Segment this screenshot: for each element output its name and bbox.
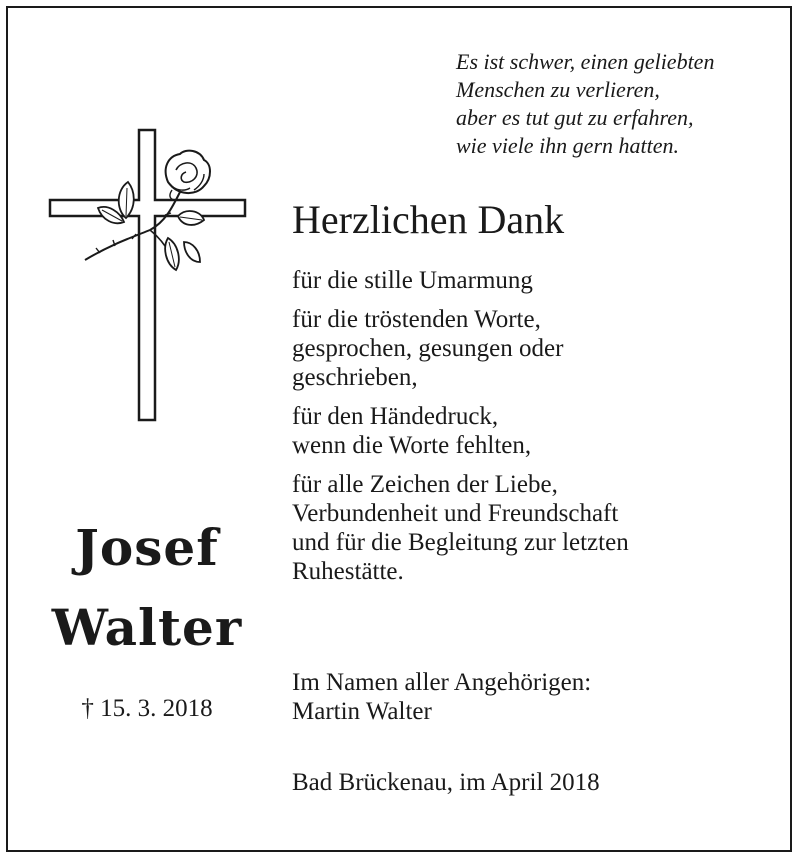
text-line: Verbundenheit und Freundschaft bbox=[292, 500, 619, 527]
signature-line: Martin Walter bbox=[292, 698, 432, 725]
heading-thanks: Herzlichen Dank bbox=[292, 197, 565, 242]
text-line: für alle Zeichen der Liebe, bbox=[292, 471, 558, 498]
paragraph bbox=[292, 470, 772, 586]
cross-with-rose-icon bbox=[40, 120, 260, 430]
text-line: für den Händedruck, bbox=[292, 403, 499, 430]
quote-line: Menschen zu verlieren, bbox=[456, 77, 660, 102]
thanks-text bbox=[292, 266, 772, 596]
paragraph bbox=[292, 305, 772, 392]
place-date: Bad Brückenau, im April 2018 bbox=[292, 769, 600, 796]
text-line: geschrieben, bbox=[292, 364, 418, 391]
quote-line: aber es tut gut zu erfahren, bbox=[456, 105, 694, 130]
quote-line: wie viele ihn gern hatten. bbox=[456, 133, 679, 158]
death-date: † 15. 3. 2018 bbox=[81, 695, 213, 722]
text-line: gesprochen, gesungen oder bbox=[292, 335, 564, 362]
paragraph bbox=[292, 266, 772, 295]
deceased-first-name: Josef bbox=[75, 518, 219, 577]
text-line: und für die Begleitung zur letzten bbox=[292, 529, 629, 556]
signature-line: Im Namen aller Angehörigen: bbox=[292, 669, 592, 696]
deceased-last-name: Walter bbox=[51, 598, 243, 657]
paragraph bbox=[292, 402, 772, 460]
quote-line: Es ist schwer, einen geliebten bbox=[456, 49, 715, 74]
text-line: wenn die Worte fehlten, bbox=[292, 432, 532, 459]
text-line: für die stille Umarmung bbox=[292, 267, 533, 294]
text-line: Ruhestätte. bbox=[292, 558, 404, 585]
quote-block bbox=[456, 48, 786, 160]
text-line: für die tröstenden Worte, bbox=[292, 306, 541, 333]
signature-block bbox=[292, 668, 591, 726]
